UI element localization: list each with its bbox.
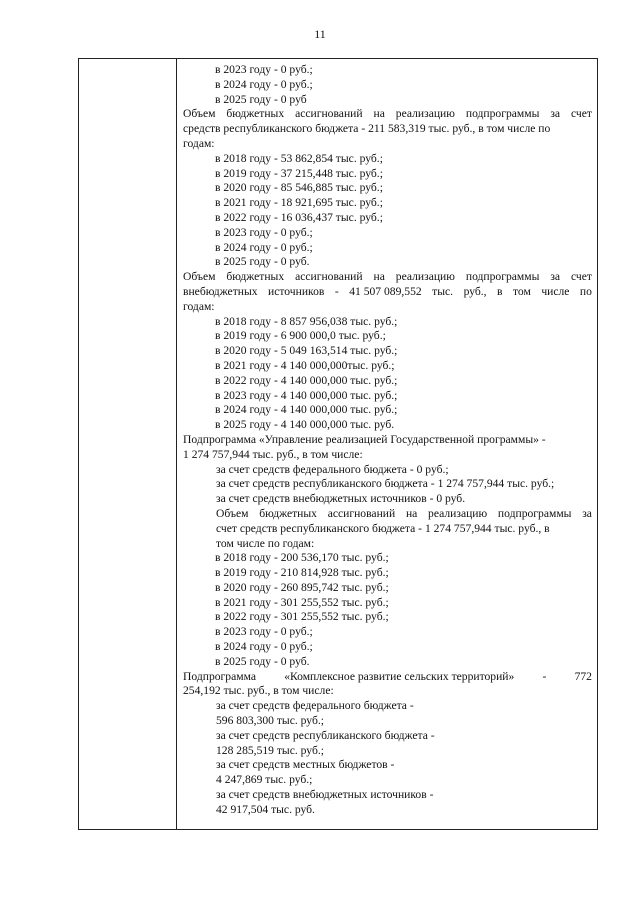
text-line: средств республиканского бюджета - 211 583,319 тыс. руб., в том числе по <box>183 122 551 136</box>
text-line: в 2024 году - 0 руб.; <box>215 240 313 254</box>
text-word: на <box>373 107 385 121</box>
text-line: в 2019 году - 37 215,448 тыс. руб.; <box>215 166 383 180</box>
text-line: 42 917,504 тыс. руб. <box>216 802 315 816</box>
text-line: годам: <box>183 299 215 313</box>
text-line: в 2025 году - 0 руб. <box>215 255 310 269</box>
text-line: в 2020 году - 260 895,742 тыс. руб.; <box>215 580 389 594</box>
text-word: подпрограммы <box>465 270 540 284</box>
text-line: в 2023 году - 0 руб.; <box>215 625 313 639</box>
text-line: в 2023 году - 4 140 000,000 тыс. руб.; <box>215 388 398 402</box>
text-line: 1 274 757,944 тыс. руб., в том числе: <box>183 447 363 461</box>
text-word: подпрограммы <box>465 107 540 121</box>
text-word: «Комплексное развитие сельских территорий» <box>284 669 515 683</box>
text-line: счет средств республиканского бюджета - 1 274 757,944 тыс. руб., в <box>216 521 550 535</box>
text-line: в 2022 году - 4 140 000,000 тыс. руб.; <box>215 373 398 387</box>
text-word: источников <box>268 284 325 298</box>
text-word: за <box>550 107 561 121</box>
text-word: Объем <box>183 270 216 284</box>
text-line: в 2021 году - 301 255,552 тыс. руб.; <box>215 595 389 609</box>
text-word: внебюджетных <box>183 284 258 298</box>
text-line: в 2021 году - 18 921,695 тыс. руб.; <box>215 196 383 210</box>
text-word: бюджетных <box>226 107 285 121</box>
text-line: в 2024 году - 4 140 000,000 тыс. руб.; <box>215 403 398 417</box>
text-line: за счет средств федерального бюджета - <box>216 699 414 713</box>
text-line: в 2019 году - 6 900 000,0 тыс. руб.; <box>215 329 386 343</box>
column-divider <box>176 58 177 830</box>
text-line: в 2021 году - 4 140 000,000тыс. руб.; <box>215 358 395 372</box>
text-word: ассигнований <box>295 107 363 121</box>
text-line: 596 803,300 тыс. руб.; <box>216 714 324 728</box>
text-line: в 2023 году - 0 руб.; <box>215 63 313 76</box>
text-word: за <box>582 506 592 520</box>
text-word: бюджетных <box>259 506 317 520</box>
text-line: в 2024 году - 0 руб.; <box>215 640 313 654</box>
text-line <box>183 270 592 285</box>
text-line: за счет средств республиканского бюджета - <box>216 728 435 742</box>
text-line: за счет средств федерального бюджета - 0 руб.; <box>216 462 449 476</box>
text-line: 254,192 тыс. руб., в том числе: <box>183 684 334 698</box>
text-line: в 2018 году - 53 862,854 тыс. руб.; <box>215 151 383 165</box>
text-word: 41 507 089,552 <box>349 284 422 298</box>
text-line: в 2023 году - 0 руб.; <box>215 225 313 239</box>
text-word: числе <box>541 284 570 298</box>
text-line: в 2020 году - 85 546,885 тыс. руб.; <box>215 181 383 195</box>
text-line: 4 247,869 тыс. руб.; <box>216 773 313 787</box>
text-word: 772 <box>574 669 592 683</box>
text-word: - <box>542 669 547 683</box>
text-line: в 2018 году - 8 857 956,038 тыс. руб.; <box>215 314 398 328</box>
text-line: за счет средств республиканского бюджета - 1 274 757,944 тыс. руб.; <box>216 477 555 491</box>
text-line: в 2025 году - 0 руб <box>215 92 307 106</box>
text-word: счет <box>571 107 592 121</box>
text-line: годам: <box>183 136 215 150</box>
table-cell-content <box>183 63 592 818</box>
text-line: в 2025 году - 4 140 000,000 тыс. руб. <box>215 418 395 432</box>
text-word: бюджетных <box>226 270 285 284</box>
text-line: 128 285,519 тыс. руб.; <box>216 743 324 757</box>
text-line: в 2025 году - 0 руб. <box>215 654 310 668</box>
text-word: Подпрограмма <box>183 669 256 683</box>
text-word: реализацию <box>428 506 488 520</box>
text-line <box>183 670 592 685</box>
text-line: том числе по годам: <box>216 536 315 550</box>
text-line <box>183 107 592 122</box>
text-line: в 2024 году - 0 руб.; <box>215 77 313 91</box>
text-word: ассигнований <box>295 270 363 284</box>
text-line: в 2022 году - 301 255,552 тыс. руб.; <box>215 610 389 624</box>
page-number: 11 <box>314 27 326 41</box>
text-word: по <box>579 284 592 298</box>
text-word: Объем <box>216 506 249 520</box>
text-line: за счет средств внебюджетных источников - 0 руб. <box>216 492 466 506</box>
text-word: ассигнований <box>327 506 396 520</box>
text-word: том <box>513 284 531 298</box>
text-line: в 2022 году - 16 036,437 тыс. руб.; <box>215 210 383 224</box>
text-line: Подпрограмма «Управление реализацией Государственной программы» - <box>183 432 546 446</box>
text-word: на <box>373 270 385 284</box>
text-line: в 2018 году - 200 536,170 тыс. руб.; <box>215 551 389 565</box>
text-word: в <box>497 284 503 298</box>
text-line: за счет средств внебюджетных источников - <box>216 788 434 802</box>
text-word: руб., <box>463 284 487 298</box>
text-word: за <box>550 270 561 284</box>
text-word: реализацию <box>395 270 455 284</box>
text-word: подпрограммы <box>497 506 572 520</box>
text-word: счет <box>571 270 592 284</box>
text-line <box>183 507 592 522</box>
text-line: в 2019 году - 210 814,928 тыс. руб.; <box>215 566 389 580</box>
text-line <box>183 285 592 300</box>
text-word: Объем <box>183 107 216 121</box>
text-word: тыс. <box>432 284 454 298</box>
text-word: реализацию <box>395 107 455 121</box>
text-line: в 2020 году - 5 049 163,514 тыс. руб.; <box>215 344 398 358</box>
text-line: за счет средств местных бюджетов - <box>216 758 395 772</box>
text-word: на <box>405 506 418 520</box>
text-word: - <box>334 284 339 298</box>
